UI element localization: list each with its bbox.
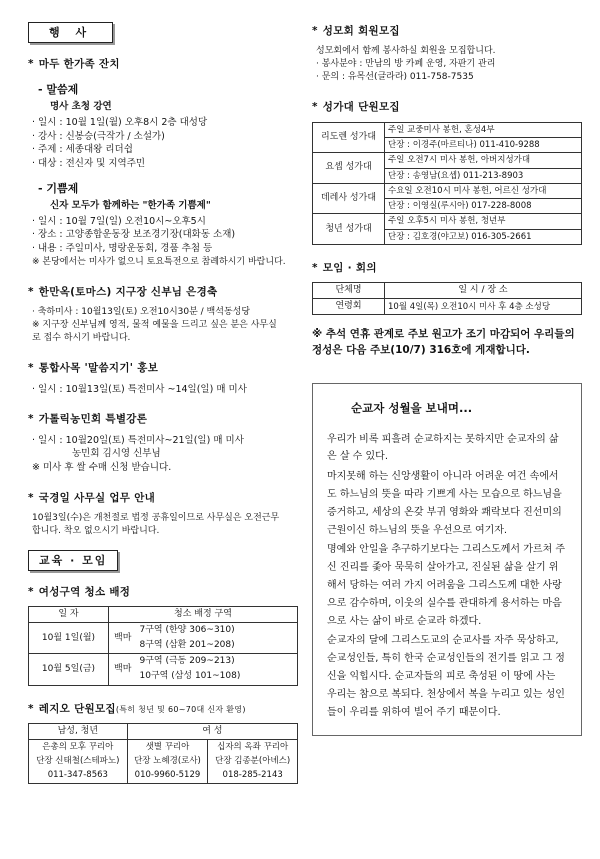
table-cell: 010-9960-5129 [127, 768, 208, 783]
table-cell: 단장 : 이영실(루시아) 017-228-8008 [385, 199, 582, 214]
cleaning-table [28, 606, 298, 685]
section-title-events: 행 사 [28, 22, 113, 43]
info-line: · 일시 : 10월 7일(일) 오전10시~오후5시 [32, 215, 206, 227]
table-cell: 011-347-8563 [29, 768, 128, 783]
table-cell: 주일 교중미사 봉헌, 혼성4부 [385, 122, 582, 137]
table-header: 남성, 청년 [29, 723, 128, 739]
box-paragraph: 우리가 비록 피흘려 순교하지는 못하지만 순교자의 삶은 살 수 있다. [327, 433, 559, 463]
table-cell: 단장 : 이경주(마르티나) 011-410-9288 [385, 137, 582, 152]
table-cell: 십자의 옥좌 꾸리아 [208, 739, 298, 754]
info-line: · 일시 : 10월13일(토) 특전미사 ~14일(일) 매 미사 [32, 383, 247, 395]
event-heading: * 레지오 단원모집(특히 청년 및 60~70대 신자 환영) [28, 702, 246, 715]
star-icon: * [28, 702, 34, 715]
choir-table [312, 122, 582, 246]
event-heading: * 마두 한가족 잔치 [28, 57, 120, 70]
event-farmers-homily [28, 412, 298, 475]
event-word-keeper [28, 361, 298, 396]
section-title-education: 교육 · 모임 [28, 550, 118, 571]
table-cell: 8구역 (삼환 201~208) [137, 638, 298, 654]
table-cell: 백마 [109, 623, 137, 654]
star-icon: * [28, 413, 34, 426]
sub-subtitle: 명사 초청 강연 [50, 101, 112, 113]
table-cell: 샛별 꾸리아 [127, 739, 208, 754]
info-line: 합니다. 착오 없으시기 바랍니다. [32, 526, 160, 537]
legio-recruit [28, 702, 298, 784]
sub-heading: - 기쁨제 [38, 181, 79, 195]
info-line: · 내용 : 주일미사, 명랑운동회, 경품 추첨 등 [32, 243, 213, 255]
box-paragraph: 마지못해 하는 신앙생활이 아니라 어려운 여건 속에서도 하느님의 뜻을 따라 기쁘게 사는 모습으로 하느님을 증거하고, 세상의 온갖 부귀 영화와 쾌락보다 진선미의 근원이신 하느님의 뜻을 우선으로 여기자. [327, 471, 562, 536]
table-header: 일 자 [29, 607, 109, 623]
info-line: · 주제 : 세종대왕 리더쉽 [32, 144, 133, 156]
event-office-notice [28, 491, 298, 538]
table-cell: 백마 [109, 654, 137, 685]
table-cell: 데레사 성가대 [313, 183, 385, 214]
heading-note: (특히 청년 및 60~70대 신자 환영) [115, 704, 246, 714]
table-cell: 10구역 (삼성 101~108) [137, 669, 298, 685]
info-line: · 장소 : 고양종합운동장 보조경기장(대화동 소재) [32, 229, 236, 241]
table-cell: 단장 김종분(아녜스) [208, 754, 298, 768]
event-heading: * 성가대 단원모집 [312, 101, 400, 114]
sub-subtitle: 신자 모두가 함께하는 "한가족 기쁨제" [50, 199, 211, 211]
table-cell: 단장 신태철(스테파노) [29, 754, 128, 768]
table-cell: 10월 1일(월) [29, 623, 109, 654]
table-cell: 단장 : 송영남(요셉) 011-213-8903 [385, 168, 582, 183]
table-header: 단체명 [313, 283, 385, 299]
table-cell: 단장 노혜경(로사) [127, 754, 208, 768]
table-cell: 리도렌 성가대 [313, 122, 385, 153]
sub-heading: - 말씀제 [38, 83, 79, 97]
event-heading: * 여성구역 청소 배정 [28, 586, 131, 599]
info-line: 성모회에서 함께 봉사하실 회원을 모집합니다. [316, 46, 496, 57]
info-line: · 문의 : 유목선(글라라) 011-758-7535 [316, 72, 474, 83]
star-icon: * [312, 101, 318, 114]
box-title: 순교자 성월을 보내며... [351, 400, 473, 415]
cleaning-schedule [28, 585, 298, 685]
meeting-table [312, 282, 582, 315]
bulletin-notice: ※ 추석 연휴 관계로 주보 원고가 조기 마감되어 우리들의 정성은 다음 주보(10/7) 316호에 게재합니다. [312, 328, 575, 357]
table-cell: 018-285-2143 [208, 768, 298, 783]
info-line: · 강사 : 신봉승(극작가 / 소설가) [32, 130, 165, 142]
event-family-festival [28, 57, 298, 269]
event-heading: * 한만옥(토마스) 지구장 신부님 은경축 [28, 285, 218, 298]
table-cell: 연령회 [313, 299, 385, 315]
info-line: 농민회 김시영 신부님 [72, 448, 161, 460]
event-heading: * 모임 · 회의 [312, 262, 377, 275]
table-cell: 요셉 성가대 [313, 153, 385, 184]
meetings [312, 261, 582, 315]
star-icon: * [312, 25, 318, 37]
box-paragraph: 순교자의 달에 그리스도교의 순교사를 자주 묵상하고, 순교성인들, 특히 한국 순교성인들의 전기를 읽고 그 정신을 익힙시다. 순교자들의 피로 축성된 이 땅에 사는 우리는 참으로 복되다. 천상에서 복을 누리고 있는 성인들이 우리를 위하여 빌어 주기 때문이다. [327, 635, 565, 718]
table-cell: 단장 : 김호경(야고보) 016-305-2661 [385, 229, 582, 244]
box-paragraph: 명예와 안일을 추구하기보다는 그리스도께서 가르쳐 주신 진리를 좇아 묵묵히 살아가고, 진실된 삶을 살기 위해서 당하는 여러 가지 어려움을 그리스도께 대한 사랑으로 감수하며, 이웃의 실수를 관대하게 용서하는 마음으로 사는 삶이 바로 순교라 하겠다. [327, 544, 566, 627]
table-header: 일 시 / 장 소 [385, 283, 582, 299]
star-icon: * [28, 491, 34, 504]
info-line: ※ 미사 후 쌀 수매 신청 받습니다. [32, 462, 172, 474]
table-cell: 10월 5일(금) [29, 654, 109, 685]
event-heading: * 통합사목 '말씀지기' 홍보 [28, 362, 159, 375]
info-line: 10월3일(수)은 개천절로 법정 공휴일이므로 사무실은 오전근무 [32, 513, 280, 524]
info-line: ※ 지구장 신부님께 영적, 물적 예물을 드리고 싶은 분은 사무실 [32, 320, 277, 331]
right-column [312, 20, 582, 736]
event-heading: * 가톨릭농민회 특별강론 [28, 413, 148, 426]
info-line: · 대상 : 전신자 및 지역주민 [32, 158, 146, 170]
star-icon: * [28, 586, 34, 599]
event-heading: * 국경일 사무실 업무 안내 [28, 491, 156, 504]
star-icon: * [312, 262, 318, 275]
table-cell: 9구역 (극동 209~213) [137, 654, 298, 670]
table-cell: 10월 4일(목) 오전10시 미사 후 4층 소성당 [385, 299, 582, 315]
info-line: · 일시 : 10월 1일(월) 오후8시 2층 대성당 [32, 116, 208, 128]
info-line: · 봉사분야 : 만남의 방 카페 운영, 자판기 관리 [316, 59, 496, 70]
event-heading: * 성모회 회원모집 [312, 25, 400, 37]
choir-recruit [312, 100, 582, 245]
info-line: · 축하미사 : 10월13일(토) 오전10시30분 / 백석동성당 [32, 307, 251, 318]
martyrs-month-box [312, 383, 582, 736]
table-header: 청소 배정 구역 [109, 607, 298, 623]
event-anniversary [28, 285, 298, 345]
table-header: 여 성 [127, 723, 297, 739]
legio-table [28, 723, 298, 784]
info-line: ※ 본당에서는 미사가 없으니 토요특전으로 참례하시기 바랍니다. [32, 256, 286, 267]
mothers-group-recruit [312, 24, 582, 84]
table-cell: 은총의 모후 꾸리아 [29, 739, 128, 754]
star-icon: * [28, 285, 34, 298]
star-icon: * [28, 57, 34, 70]
star-icon: * [28, 362, 34, 375]
info-line: 로 접수 하시기 바랍니다. [32, 333, 131, 344]
table-cell: 주일 오전7시 미사 봉헌, 아버지성가대 [385, 153, 582, 168]
info-line: · 일시 : 10월20일(토) 특전미사~21일(일) 매 미사 [32, 434, 244, 446]
left-column [28, 22, 298, 784]
table-cell: 7구역 (한양 306~310) [137, 623, 298, 639]
table-cell: 수요일 오전10시 미사 봉헌, 어르신 성가대 [385, 183, 582, 198]
table-cell: 청년 성가대 [313, 214, 385, 245]
table-cell: 주일 오후5시 미사 봉헌, 청년부 [385, 214, 582, 229]
